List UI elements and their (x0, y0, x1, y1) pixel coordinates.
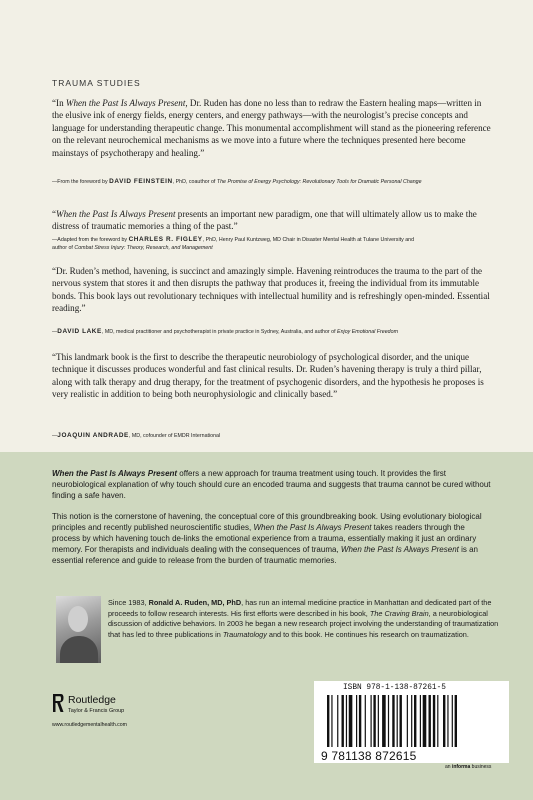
endorsement-quote-4: “This landmark book is the first to describe the therapeutic neurobiology of psychological disorder, and the unique technique it discusses produces wonderful and fast clinical results. Dr. Ruden’s havening therapy is truly a third pillar, along with talk therapy and drug therapy, for the treatment of psychogenic disorders, and the hypothesis he proposes is very realistic in addition to being both neurophysiologic and clinically based.” (52, 352, 484, 400)
author-bio: Since 1983, Ronald A. Ruden, MD, PhD, has run an internal medicine practice in Manhattan and dedicated part of the proceeds to follow research interests. His first efforts were described in his book, The Craving Brain, a neurobiological discussion of addictive behaviors. In 2003 he began a new research project involving the understanding of traumatization that has led to three publications in Traumatology and to this book. He continues his research on traumatization. (108, 598, 499, 639)
endorsement-attribution-3: —DAVID LAKE, MD, medical practitioner and psychotherapist in private practice in Sydney, Australia, and author of Enjoy Emotional Freedom (52, 328, 398, 335)
barcode-number: 9 781138 872615 (321, 749, 417, 763)
endorsement-quote-1: “In When the Past Is Always Present, Dr. Ruden has done no less than to redraw the Eastern healing maps—written in the elusive ink of energy fields, energy centers, and energy pathways—with the neurologist’s precise concepts and language for understanding therapeutic change. This monumental accomplishment will stand as the pioneering reference on the relevant neurochemical mechanisms as we move into a future where the techniques presented here become mainstays of psychotherapy and healing.” (52, 98, 491, 158)
routledge-logo-icon (52, 693, 64, 713)
description-paragraph-1: When the Past Is Always Present offers a new approach for trauma treatment using touch. It provides the first neurobiological explanation of why touch should cure an encoded trauma and suggests that trauma cannot be cured without finding a safe haven. (52, 469, 491, 500)
author-photo (56, 596, 101, 663)
series-label: TRAUMA STUDIES (52, 78, 141, 88)
endorsement-attribution-4: —JOAQUIN ANDRADE, MD, cofounder of EMDR International (52, 432, 221, 439)
publisher-url: www.routledgementalhealth.com (52, 722, 127, 728)
endorsement-attribution-2: —Adapted from the foreword by CHARLES R. FIGLEY, PhD, Henry Paul Kuntzweg, MD Chair in Disaster Mental Health at Tulane University and author of Combat Stress Injury: Theory, Research, and Management (52, 236, 415, 251)
informa-tagline: an informa business (445, 764, 492, 770)
endorsement-quote-2: “When the Past Is Always Present presents an important new paradigm, one that will ultimately allow us to make the distress of traumatic memories a thing of the past.” (52, 209, 477, 232)
endorsement-quote-3: “Dr. Ruden’s method, havening, is succinct and amazingly simple. Havening reintroduces the trauma to the part of the nervous system that stores it and then disrupts the pathway that produces it, freeing the individual from its immutable bonds. This book lays out revolutionary techniques with intellectual humility and is refreshingly open-minded. Essential reading.” (52, 266, 490, 314)
publisher-name: Routledge (68, 694, 116, 706)
barcode-icon (325, 695, 503, 747)
endorsement-attribution-1: —From the foreword by DAVID FEINSTEIN, PhD, coauthor of The Promise of Energy Psychology: Revolutionary Tools for Dramatic Personal Change (52, 178, 422, 185)
description-paragraph-2: This notion is the cornerstone of havening, the conceptual core of this groundbreaking book. Using evolutionary biological principles and recently published neuroscientific studies, When the Past Is Always Present takes readers through the process by which havening touch de-links the emotional experience from a trauma, essentially making it just an ordinary memory. For therapists and individuals dealing with the consequences of trauma, When the Past Is Always Present is an essential reference and guide to release from the burden of traumatic memories. (52, 512, 482, 565)
publisher-group: Taylor & Francis Group (68, 708, 125, 714)
isbn-label: ISBN 978-1-138-87261-5 (343, 684, 446, 692)
